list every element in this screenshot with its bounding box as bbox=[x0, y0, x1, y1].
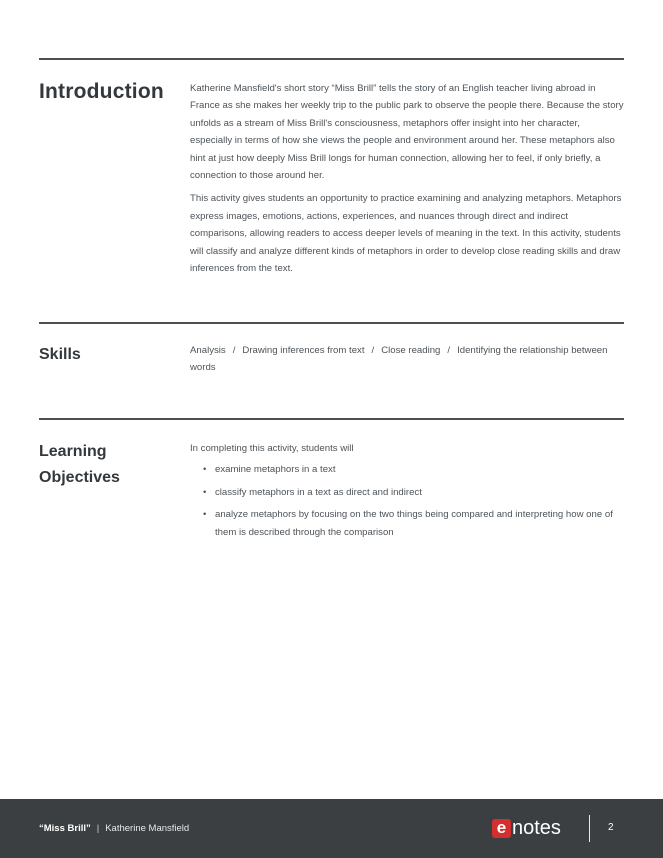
introduction-body bbox=[190, 80, 624, 283]
objectives-list bbox=[190, 461, 624, 541]
objectives-body bbox=[190, 440, 624, 546]
skill-item: Identifying the relationship between words bbox=[190, 345, 608, 374]
logo-wordmark: notes bbox=[512, 817, 561, 839]
skill-separator: / bbox=[232, 345, 236, 356]
skill-item: Drawing inferences from text bbox=[242, 345, 365, 356]
skills-body bbox=[190, 342, 624, 383]
objectives-heading-line: Objectives bbox=[39, 469, 120, 486]
objective-item: • examine metaphors in a text bbox=[203, 461, 624, 478]
objectives-heading-line: Learning bbox=[39, 443, 107, 460]
skills-list bbox=[190, 342, 624, 377]
page-footer bbox=[0, 799, 663, 858]
objective-item: • classify metaphors in a text as direct and indirect bbox=[203, 484, 624, 501]
footer-story-title: “Miss Brill” bbox=[39, 823, 91, 834]
skill-item: Close reading bbox=[381, 345, 441, 356]
footer-divider bbox=[589, 815, 590, 842]
footer-title bbox=[39, 823, 189, 834]
page-number: 2 bbox=[608, 822, 614, 833]
objective-item: • analyze metaphors by focusing on the two things being compared and interpreting how one of them is described through the comparison bbox=[203, 506, 624, 541]
objectives-heading bbox=[39, 439, 179, 491]
skill-separator: / bbox=[447, 345, 451, 356]
objectives-divider bbox=[39, 418, 624, 420]
footer-pipe: | bbox=[96, 823, 100, 834]
skills-heading: Skills bbox=[39, 346, 81, 363]
logo-e-badge: e bbox=[492, 819, 511, 838]
top-divider bbox=[39, 58, 624, 60]
enotes-logo bbox=[492, 817, 561, 839]
objectives-intro: In completing this activity, students will bbox=[190, 443, 354, 454]
skill-separator: / bbox=[371, 345, 375, 356]
footer-author: Katherine Mansfield bbox=[105, 823, 190, 834]
skill-item: Analysis bbox=[190, 345, 226, 356]
introduction-paragraph: Katherine Mansfield's short story “Miss Brill” tells the story of an English teacher living abroad in France as she makes her weekly trip to the public park to observe the people there. Because the story unfolds as a stream of Miss Brill's consciousness, metaphors offer insight into her character, especially in terms of how she views the people and environment around her. These metaphors also hint at just how deeply Miss Brill longs for human connection, allowing her to feel, if only briefly, a connection to those around her. bbox=[190, 83, 624, 182]
introduction-paragraph: This activity gives students an opportunity to practice examining and analyzing metaphors. Metaphors express images, emotions, actions, experiences, and nuances through direct and indirect comparisons, allowing readers to access deeper levels of meaning in the text. In this activity, students will classify and analyze different kinds of metaphors in order to develop close reading skills and draw inferences from the text. bbox=[190, 193, 622, 275]
introduction-heading: Introduction bbox=[39, 80, 164, 103]
skills-divider bbox=[39, 322, 624, 324]
